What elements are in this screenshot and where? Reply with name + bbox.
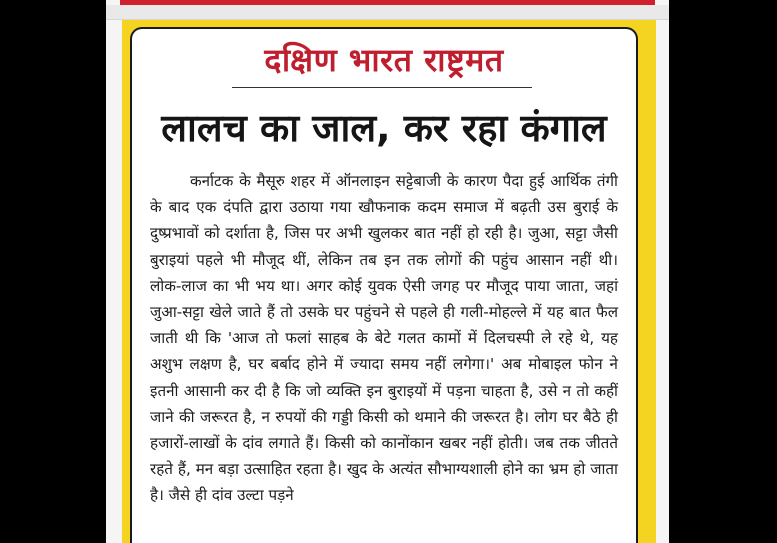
top-grey-strip: [106, 5, 669, 20]
masthead-divider: [232, 87, 532, 88]
article-body: कर्नाटक के मैसूरु शहर में ऑनलाइन सट्टेबाजी के कारण पैदा हुई आर्थिक तंगी के बाद एक दंपति द्वारा उठाया गया खौफनाक कदम समाज में बढ़ती उस बुराई के दुष्प्रभावों को दर्शाता है, जिस पर अभी खुलकर बात नहीं हो रही है। जुआ, सट्टा जैसी बुराइयां पहले भी मौजूद थीं, लेकिन तब इन तक लोगों की पहुंच आसान नहीं थी। लोक-लाज का भी भय था। अगर कोई युवक ऐसी जगह पर मौजूद पाया जाता, जहां जुआ-सट्टा खेले जाते हैं तो उसके घर पहुंचने से पहले ही गली-मोहल्ले में यह बात फैल जाती थी कि 'आज तो फलां साहब के बेटे गलत कामों में दिलचस्पी ले रहे थे, यह अशुभ लक्षण है, घर बर्बाद होने में ज्यादा समय नहीं लगेगा।' अब मोबाइल फोन ने इतनी आसानी कर दी है कि जो व्यक्ति इन बुराइयों में पड़ना चाहता है, उसे न तो कहीं जाने की जरूरत है, न रुपयों की गड्डी किसी को थमाने की जरूरत है। लोग घर बैठे ही हजारों-लाखों के दांव लगाते हैं। किसी को कानोंकान खबर नहीं होती। जब तक जीतते रहते हैं, मन बड़ा उत्साहित रहता है। खुद के अत्यंत सौभाग्यशाली होने का भ्रम हो जाता है। जैसे ही दांव उल्टा पड़ने: [150, 172, 618, 505]
editorial-card: [130, 27, 638, 543]
newspaper-page: [106, 0, 669, 543]
headline: लालच का जाल, कर रहा कंगाल: [161, 106, 607, 150]
editorial-frame: [122, 20, 656, 543]
masthead: दक्षिण भारत राष्ट्रमत: [264, 41, 504, 79]
